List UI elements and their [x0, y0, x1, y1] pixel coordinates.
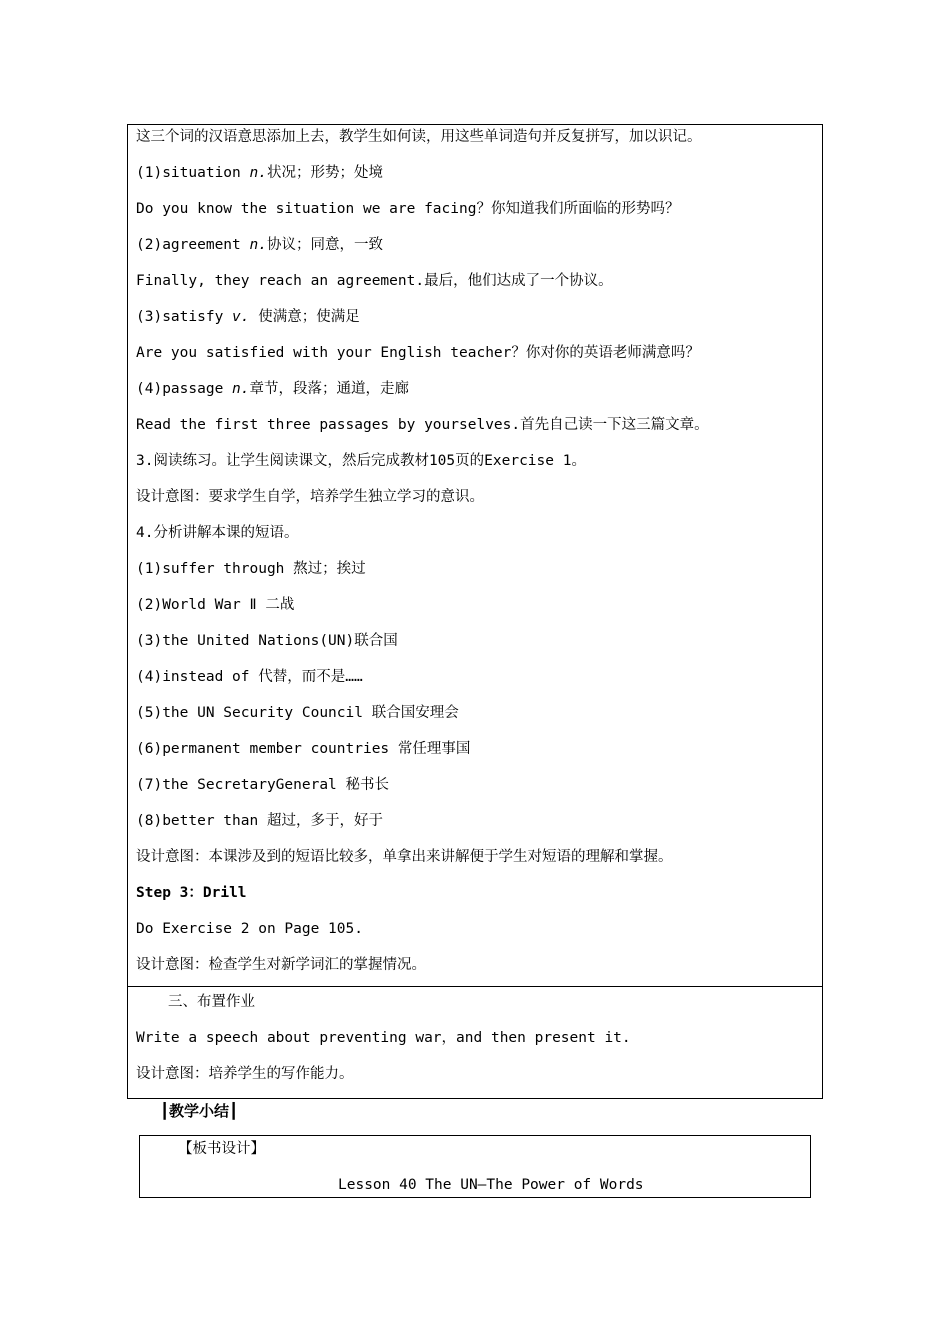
design-intent: 设计意图：检查学生对新学词汇的掌握情况。 [136, 957, 426, 973]
drill-heading: Step 3：Drill [136, 885, 247, 901]
lesson-title: Lesson 40 The UN—The Power of Words [338, 1177, 644, 1193]
reading-practice-step: 3.阅读练习。让学生阅读课文，然后完成教材105页的Exercise 1。 [136, 453, 586, 469]
vocab-word: (4)passage [136, 381, 233, 397]
vocab-word: (1)situation [136, 165, 250, 181]
drill-task: Do Exercise 2 on Page 105. [136, 921, 363, 937]
vocab-item [136, 307, 360, 327]
phrase-item: (1)suffer through 熬过；挨过 [136, 561, 366, 577]
phrase-item: (8)better than 超过，多于，好于 [136, 813, 383, 829]
board-design-title: 【板书设计】 [178, 1141, 265, 1157]
vocab-pos: v. [232, 309, 250, 325]
vocab-meaning: 协议；同意，一致 [266, 237, 383, 253]
vocab-word: (3)satisfy [136, 309, 233, 325]
design-intent: 设计意图：本课涉及到的短语比较多，单拿出来讲解便于学生对短语的理解和掌握。 [136, 849, 673, 865]
phrase-item: (5)the UN Security Council 联合国安理会 [136, 705, 459, 721]
vocab-word: (2)agreement [136, 237, 250, 253]
vocab-example: Finally, they reach an agreement.最后，他们达成了一个协议。 [136, 273, 613, 289]
design-intent: 设计意图：要求学生自学，培养学生独立学习的意识。 [136, 489, 484, 505]
vocab-example: Read the first three passages by yourselves.首先自己读一下这三篇文章。 [136, 417, 709, 433]
vocab-example: Do you know the situation we are facing？你知道我们所面临的形势吗？ [136, 201, 680, 217]
phrase-item: (6)permanent member countries 常任理事国 [136, 741, 471, 757]
vocab-pos: n. [249, 237, 267, 253]
vocab-item [136, 379, 409, 399]
vocab-meaning: 状况；形势；处境 [266, 165, 383, 181]
phrase-item: (2)World War Ⅱ 二战 [136, 597, 295, 613]
phrase-item: (3)the United Nations(UN)联合国 [136, 633, 398, 649]
vocab-pos: n. [232, 381, 250, 397]
phrase-analysis-step: 4.分析讲解本课的短语。 [136, 525, 299, 541]
vocab-example: Are you satisfied with your English teacher？你对你的英语老师满意吗？ [136, 345, 700, 361]
vocab-meaning: 章节，段落；通道，走廊 [249, 381, 409, 397]
vocab-intro: 这三个词的汉语意思添加上去，教学生如何读，用这些单词造句并反复拼写，加以识记。 [136, 129, 702, 145]
vocab-meaning: 使满意；使满足 [249, 309, 360, 325]
teaching-summary-heading: ┃教学小结┃ [160, 1102, 239, 1120]
vocab-item [136, 235, 383, 255]
phrase-item: (7)the SecretaryGeneral 秘书长 [136, 777, 390, 793]
phrase-item: (4)instead of 代替，而不是…… [136, 669, 363, 685]
homework-heading: 三、布置作业 [168, 994, 255, 1010]
vocab-pos: n. [249, 165, 267, 181]
homework-task: Write a speech about preventing war，and then present it. [136, 1030, 631, 1046]
vocab-item [136, 163, 383, 183]
design-intent: 设计意图：培养学生的写作能力。 [136, 1066, 354, 1082]
